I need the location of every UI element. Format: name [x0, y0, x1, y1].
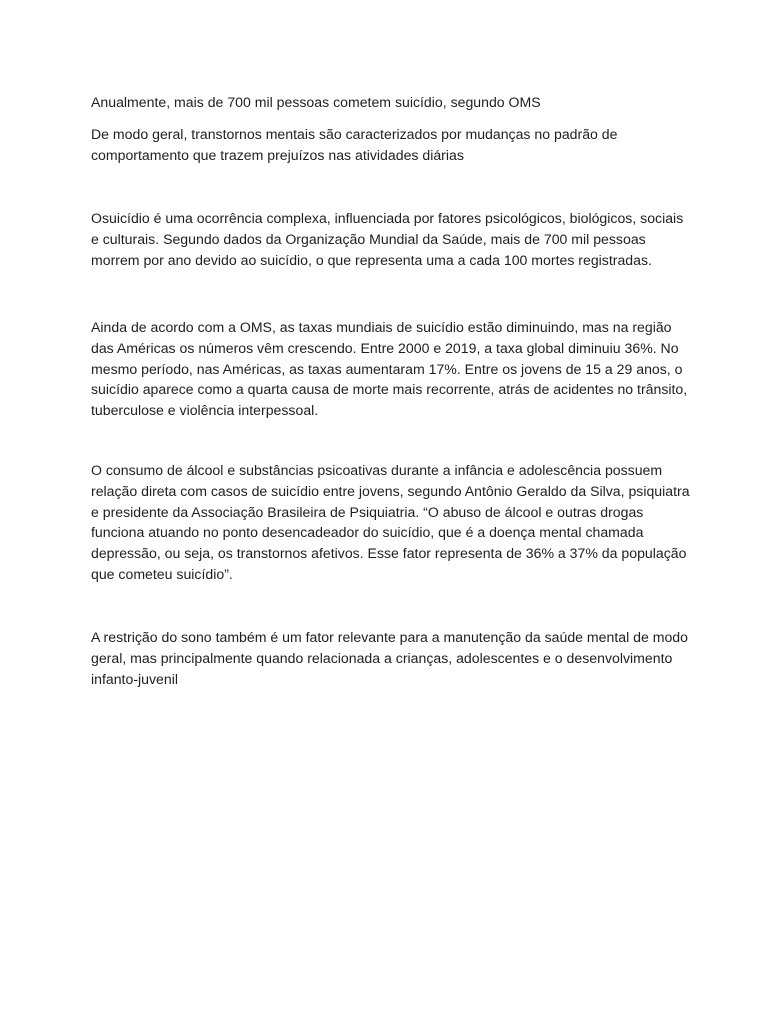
paragraph-line: Osuicídio é uma ocorrência complexa, influenciada por fatores psicológicos, biológicos, sociais — [91, 210, 684, 226]
paragraph-intro — [91, 92, 691, 113]
paragraph-line: Ainda de acordo com a OMS, as taxas mundiais de suicídio estão diminuindo, mas na região — [91, 319, 672, 335]
paragraph-line: De modo geral, transtornos mentais são caracterizados por mudanças no padrão de — [91, 126, 618, 142]
paragraph-line: Anualmente, mais de 700 mil pessoas cometem suicídio, segundo OMS — [91, 94, 541, 110]
paragraph-line: tuberculose e violência interpessoal. — [91, 402, 319, 419]
paragraph-line: funciona atuando no ponto desencadeador do suicídio, que é a doença mental chamada — [91, 524, 644, 541]
paragraph-line: infanto-juvenil — [91, 670, 178, 687]
paragraph-line: morrem por ano devido ao suicídio, o que representa uma a cada 100 mortes registradas. — [91, 251, 652, 268]
paragraph-line: relação direta com casos de suicídio entre jovens, segundo Antônio Geraldo da Silva, psiquiatra — [91, 482, 690, 499]
paragraph-line: mesmo período, nas Américas, as taxas aumentaram 17%. Entre os jovens de 15 a 29 anos, o — [91, 360, 683, 377]
paragraph-sleep-restriction — [91, 627, 691, 689]
paragraph-line: das Américas os números vêm crescendo. Entre 2000 e 2019, a taxa global diminuiu 36%. No — [91, 339, 679, 356]
paragraph-line: depressão, ou seja, os transtornos afetivos. Esse fator representa de 36% a 37% da população — [91, 545, 687, 562]
paragraph-line: A restrição do sono também é um fator relevante para a manutenção da saúde mental de modo — [91, 629, 688, 645]
paragraph-suicide-complexity — [91, 208, 691, 270]
paragraph-line: e presidente da Associação Brasileira de Psiquiatria. “O abuso de álcool e outras drogas — [91, 503, 644, 520]
paragraph-line: O consumo de álcool e substâncias psicoativas durante a infância e adolescência possuem — [91, 462, 663, 478]
paragraph-mental-disorders — [91, 124, 691, 166]
paragraph-line: suicídio aparece como a quarta causa de morte mais recorrente, atrás de acidentes no trânsito, — [91, 381, 688, 398]
paragraph-line: e culturais. Segundo dados da Organização Mundial da Saúde, mais de 700 mil pessoas — [91, 230, 646, 247]
paragraph-line: geral, mas principalmente quando relacionada a crianças, adolescentes e o desenvolvimento — [91, 649, 673, 666]
paragraph-oms-rates — [91, 317, 691, 421]
paragraph-line: que cometeu suicídio”. — [91, 565, 233, 582]
paragraph-line: comportamento que trazem prejuízos nas atividades diárias — [91, 146, 464, 163]
paragraph-alcohol-substances — [91, 460, 691, 585]
